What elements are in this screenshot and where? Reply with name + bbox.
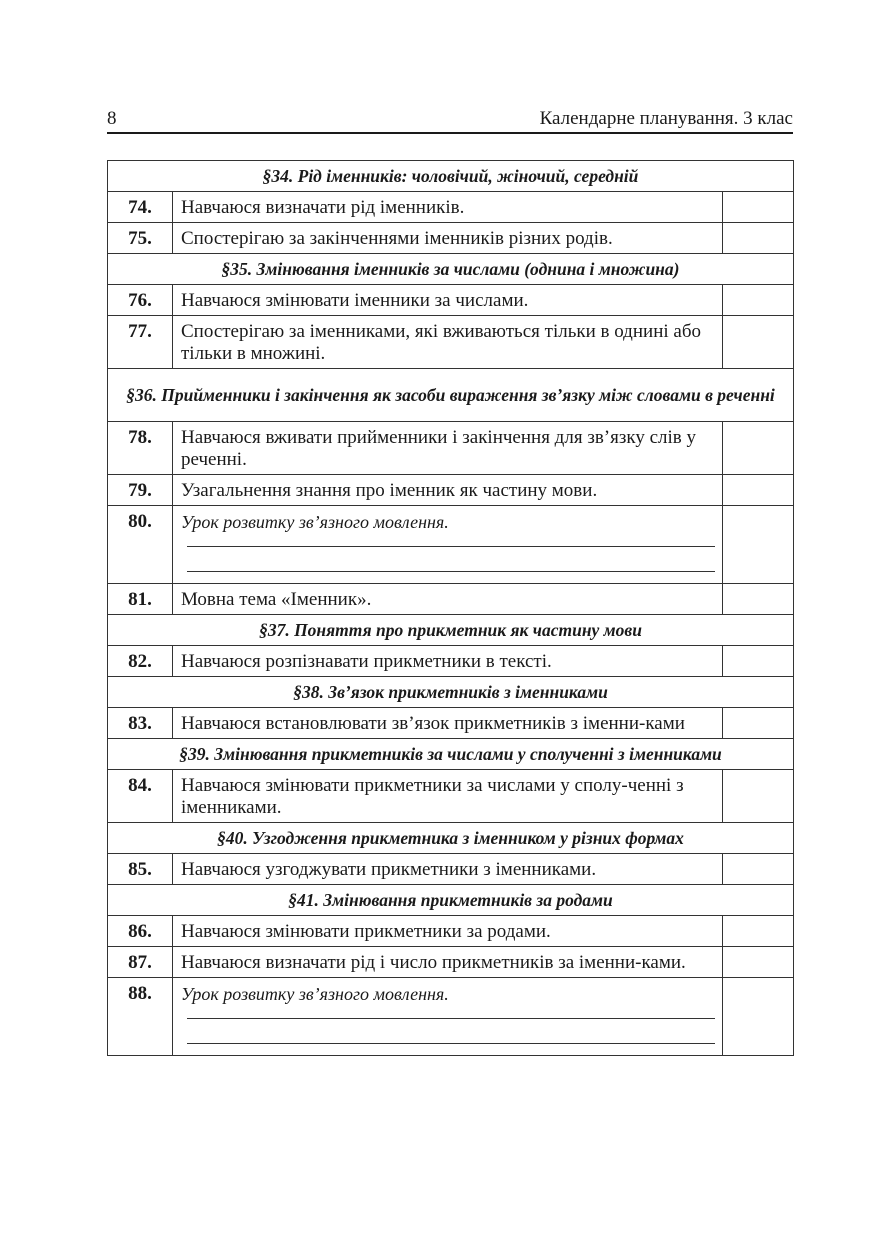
lesson-topic-cell — [173, 506, 723, 584]
lesson-row — [108, 192, 794, 223]
lesson-topic: Мовна тема «Іменник». — [173, 584, 723, 615]
page-header — [107, 106, 793, 134]
section-title: §41. Змінювання прикметників за родами — [108, 885, 794, 916]
lesson-row — [108, 475, 794, 506]
lesson-number: 86. — [108, 916, 173, 947]
section-row — [108, 823, 794, 854]
section-title: §38. Зв’язок прикметників з іменниками — [108, 677, 794, 708]
section-row — [108, 254, 794, 285]
writing-line[interactable] — [187, 1005, 715, 1019]
lesson-topic-cell — [173, 978, 723, 1056]
date-cell[interactable] — [723, 422, 794, 475]
section-title: §40. Узгодження прикметника з іменником у різних формах — [108, 823, 794, 854]
lesson-number: 88. — [108, 978, 173, 1056]
date-cell[interactable] — [723, 770, 794, 823]
lesson-topic: Навчаюся вживати прийменники і закінчення для зв’язку слів у реченні. — [173, 422, 723, 475]
lesson-topic: Навчаюся змінювати іменники за числами. — [173, 285, 723, 316]
date-cell[interactable] — [723, 475, 794, 506]
lesson-number: 85. — [108, 854, 173, 885]
lesson-number: 76. — [108, 285, 173, 316]
section-row — [108, 615, 794, 646]
lesson-topic: Спостерігаю за іменниками, які вживаються тільки в однині або тільки в множині. — [173, 316, 723, 369]
lesson-row — [108, 316, 794, 369]
page-number: 8 — [107, 108, 117, 129]
lesson-number: 79. — [108, 475, 173, 506]
lesson-number: 75. — [108, 223, 173, 254]
lesson-topic: Спостерігаю за закінченнями іменників різних родів. — [173, 223, 723, 254]
lesson-topic: Навчаюся узгоджувати прикметники з іменниками. — [173, 854, 723, 885]
lesson-topic: Навчаюся змінювати прикметники за родами. — [173, 916, 723, 947]
section-row — [108, 369, 794, 422]
lesson-row — [108, 708, 794, 739]
lesson-number: 82. — [108, 646, 173, 677]
lesson-number: 80. — [108, 506, 173, 584]
date-cell[interactable] — [723, 506, 794, 584]
date-cell[interactable] — [723, 708, 794, 739]
lesson-number: 83. — [108, 708, 173, 739]
lesson-row — [108, 854, 794, 885]
section-row — [108, 739, 794, 770]
section-title: §37. Поняття про прикметник як частину мови — [108, 615, 794, 646]
lesson-row — [108, 947, 794, 978]
lesson-topic: Навчаюся встановлювати зв’язок прикметників з іменни-ками — [173, 708, 723, 739]
section-row — [108, 161, 794, 192]
lesson-row-speech-development — [108, 506, 794, 584]
lesson-topic: Навчаюся визначати рід і число прикметників за іменни-ками. — [173, 947, 723, 978]
lesson-number: 74. — [108, 192, 173, 223]
writing-line[interactable] — [187, 533, 715, 547]
date-cell[interactable] — [723, 854, 794, 885]
lesson-row — [108, 916, 794, 947]
date-cell[interactable] — [723, 978, 794, 1056]
lesson-row — [108, 770, 794, 823]
section-title: §35. Змінювання іменників за числами (однина і множина) — [108, 254, 794, 285]
lesson-topic: Навчаюся змінювати прикметники за числами у сполу-ченні з іменниками. — [173, 770, 723, 823]
section-row — [108, 677, 794, 708]
lesson-number: 84. — [108, 770, 173, 823]
lesson-topic: Навчаюся визначати рід іменників. — [173, 192, 723, 223]
lesson-number: 77. — [108, 316, 173, 369]
lesson-row — [108, 646, 794, 677]
date-cell[interactable] — [723, 285, 794, 316]
lesson-topic: Урок розвитку зв’язного мовлення. — [181, 512, 449, 532]
writing-line[interactable] — [187, 547, 715, 572]
writing-line[interactable] — [187, 1019, 715, 1044]
date-cell[interactable] — [723, 646, 794, 677]
lesson-number: 87. — [108, 947, 173, 978]
lesson-row — [108, 422, 794, 475]
date-cell[interactable] — [723, 947, 794, 978]
lesson-topic: Урок розвитку зв’язного мовлення. — [181, 984, 449, 1004]
date-cell[interactable] — [723, 192, 794, 223]
section-title: §34. Рід іменників: чоловічий, жіночий, середній — [108, 161, 794, 192]
lesson-row-speech-development — [108, 978, 794, 1056]
running-title: Календарне планування. 3 клас — [539, 108, 793, 129]
lesson-number: 78. — [108, 422, 173, 475]
section-title: §36. Прийменники і закінчення як засоби вираження зв’язку між словами в реченні — [108, 369, 794, 422]
lesson-number: 81. — [108, 584, 173, 615]
lesson-topic: Узагальнення знання про іменник як частину мови. — [173, 475, 723, 506]
section-title: §39. Змінювання прикметників за числами у сполученні з іменниками — [108, 739, 794, 770]
date-cell[interactable] — [723, 223, 794, 254]
date-cell[interactable] — [723, 584, 794, 615]
date-cell[interactable] — [723, 316, 794, 369]
lesson-row — [108, 584, 794, 615]
lesson-row — [108, 285, 794, 316]
lesson-row — [108, 223, 794, 254]
date-cell[interactable] — [723, 916, 794, 947]
lesson-plan-table — [107, 160, 794, 1056]
lesson-topic: Навчаюся розпізнавати прикметники в тексті. — [173, 646, 723, 677]
section-row — [108, 885, 794, 916]
